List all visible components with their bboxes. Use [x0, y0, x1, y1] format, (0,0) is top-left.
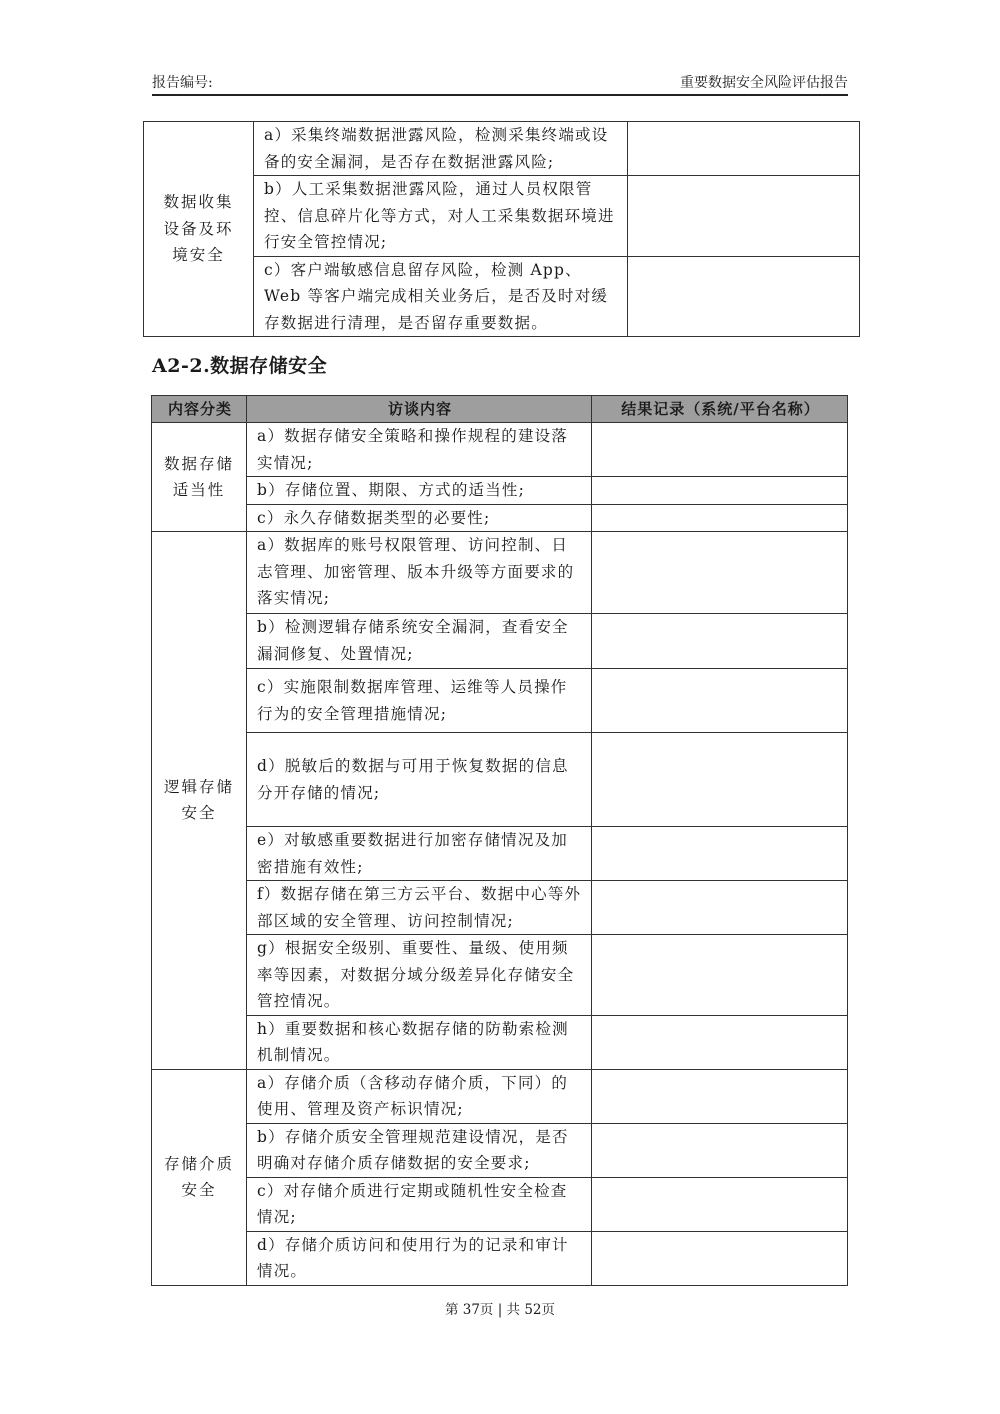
result-cell[interactable]: [592, 1177, 848, 1231]
table-category: 数据收集设备及环境安全: [144, 122, 254, 337]
table-item: b）存储介质安全管理规范建设情况，是否明确对存储介质存储数据的安全要求;: [247, 1123, 592, 1177]
table-item: d）脱敏后的数据与可用于恢复数据的信息分开存储的情况;: [247, 733, 592, 827]
collection-security-table: [143, 121, 860, 337]
result-cell[interactable]: [592, 532, 848, 614]
table-item: f）数据存储在第三方云平台、数据中心等外部区域的安全管理、访问控制情况;: [247, 881, 592, 935]
column-header-result: 结果记录（系统/平台名称）: [592, 396, 848, 423]
table-item: c）实施限制数据库管理、运维等人员操作行为的安全管理措施情况;: [247, 669, 592, 733]
table-item: d）存储介质访问和使用行为的记录和审计情况。: [247, 1231, 592, 1285]
result-cell[interactable]: [592, 1231, 848, 1285]
table-item: a）存储介质（含移动存储介质，下同）的使用、管理及资产标识情况;: [247, 1069, 592, 1123]
column-header-category: 内容分类: [152, 396, 247, 423]
result-cell[interactable]: [592, 881, 848, 935]
result-cell[interactable]: [592, 1123, 848, 1177]
result-cell[interactable]: [592, 669, 848, 733]
section-title: A2-2.数据存储安全: [152, 355, 328, 377]
result-cell[interactable]: [592, 733, 848, 827]
table-item: c）永久存储数据类型的必要性;: [247, 504, 592, 532]
storage-security-table: [151, 395, 848, 1286]
table-item: c）客户端敏感信息留存风险，检测 App、Web 等客户端完成相关业务后，是否及时对缓存数据进行清理，是否留存重要数据。: [254, 256, 628, 337]
column-header-content: 访谈内容: [247, 396, 592, 423]
result-cell[interactable]: [592, 1015, 848, 1069]
table-item: b）存储位置、期限、方式的适当性;: [247, 477, 592, 505]
result-cell[interactable]: [592, 935, 848, 1016]
table-item: g）根据安全级别、重要性、量级、使用频率等因素，对数据分域分级差异化存储安全管控情况。: [247, 935, 592, 1016]
result-cell[interactable]: [592, 504, 848, 532]
table-item: c）对存储介质进行定期或随机性安全检查情况;: [247, 1177, 592, 1231]
report-number-label: 报告编号:: [152, 75, 213, 91]
table-category: 存储介质安全: [152, 1069, 247, 1285]
table-category: 数据存储适当性: [152, 423, 247, 532]
table-item: e）对敏感重要数据进行加密存储情况及加密措施有效性;: [247, 827, 592, 881]
report-title: 重要数据安全风险评估报告: [680, 75, 848, 91]
result-cell[interactable]: [592, 477, 848, 505]
page-header: [152, 72, 848, 96]
result-cell[interactable]: [628, 256, 860, 337]
table-item: b）检测逻辑存储系统安全漏洞，查看安全漏洞修复、处置情况;: [247, 614, 592, 669]
table-item: b）人工采集数据泄露风险，通过人员权限管控、信息碎片化等方式，对人工采集数据环境进行安全管控情况;: [254, 176, 628, 257]
result-cell[interactable]: [592, 423, 848, 477]
result-cell[interactable]: [628, 122, 860, 176]
table-category: 逻辑存储安全: [152, 532, 247, 1070]
result-cell[interactable]: [592, 1069, 848, 1123]
result-cell[interactable]: [592, 827, 848, 881]
result-cell[interactable]: [592, 614, 848, 669]
table-item: a）采集终端数据泄露风险，检测采集终端或设备的安全漏洞，是否存在数据泄露风险;: [254, 122, 628, 176]
table-item: a）数据存储安全策略和操作规程的建设落实情况;: [247, 423, 592, 477]
table-item: a）数据库的账号权限管理、访问控制、日志管理、加密管理、版本升级等方面要求的落实情况;: [247, 532, 592, 614]
table-item: h）重要数据和核心数据存储的防勒索检测机制情况。: [247, 1015, 592, 1069]
result-cell[interactable]: [628, 176, 860, 257]
page-footer: 第 37页 | 共 52页: [444, 1302, 556, 1318]
